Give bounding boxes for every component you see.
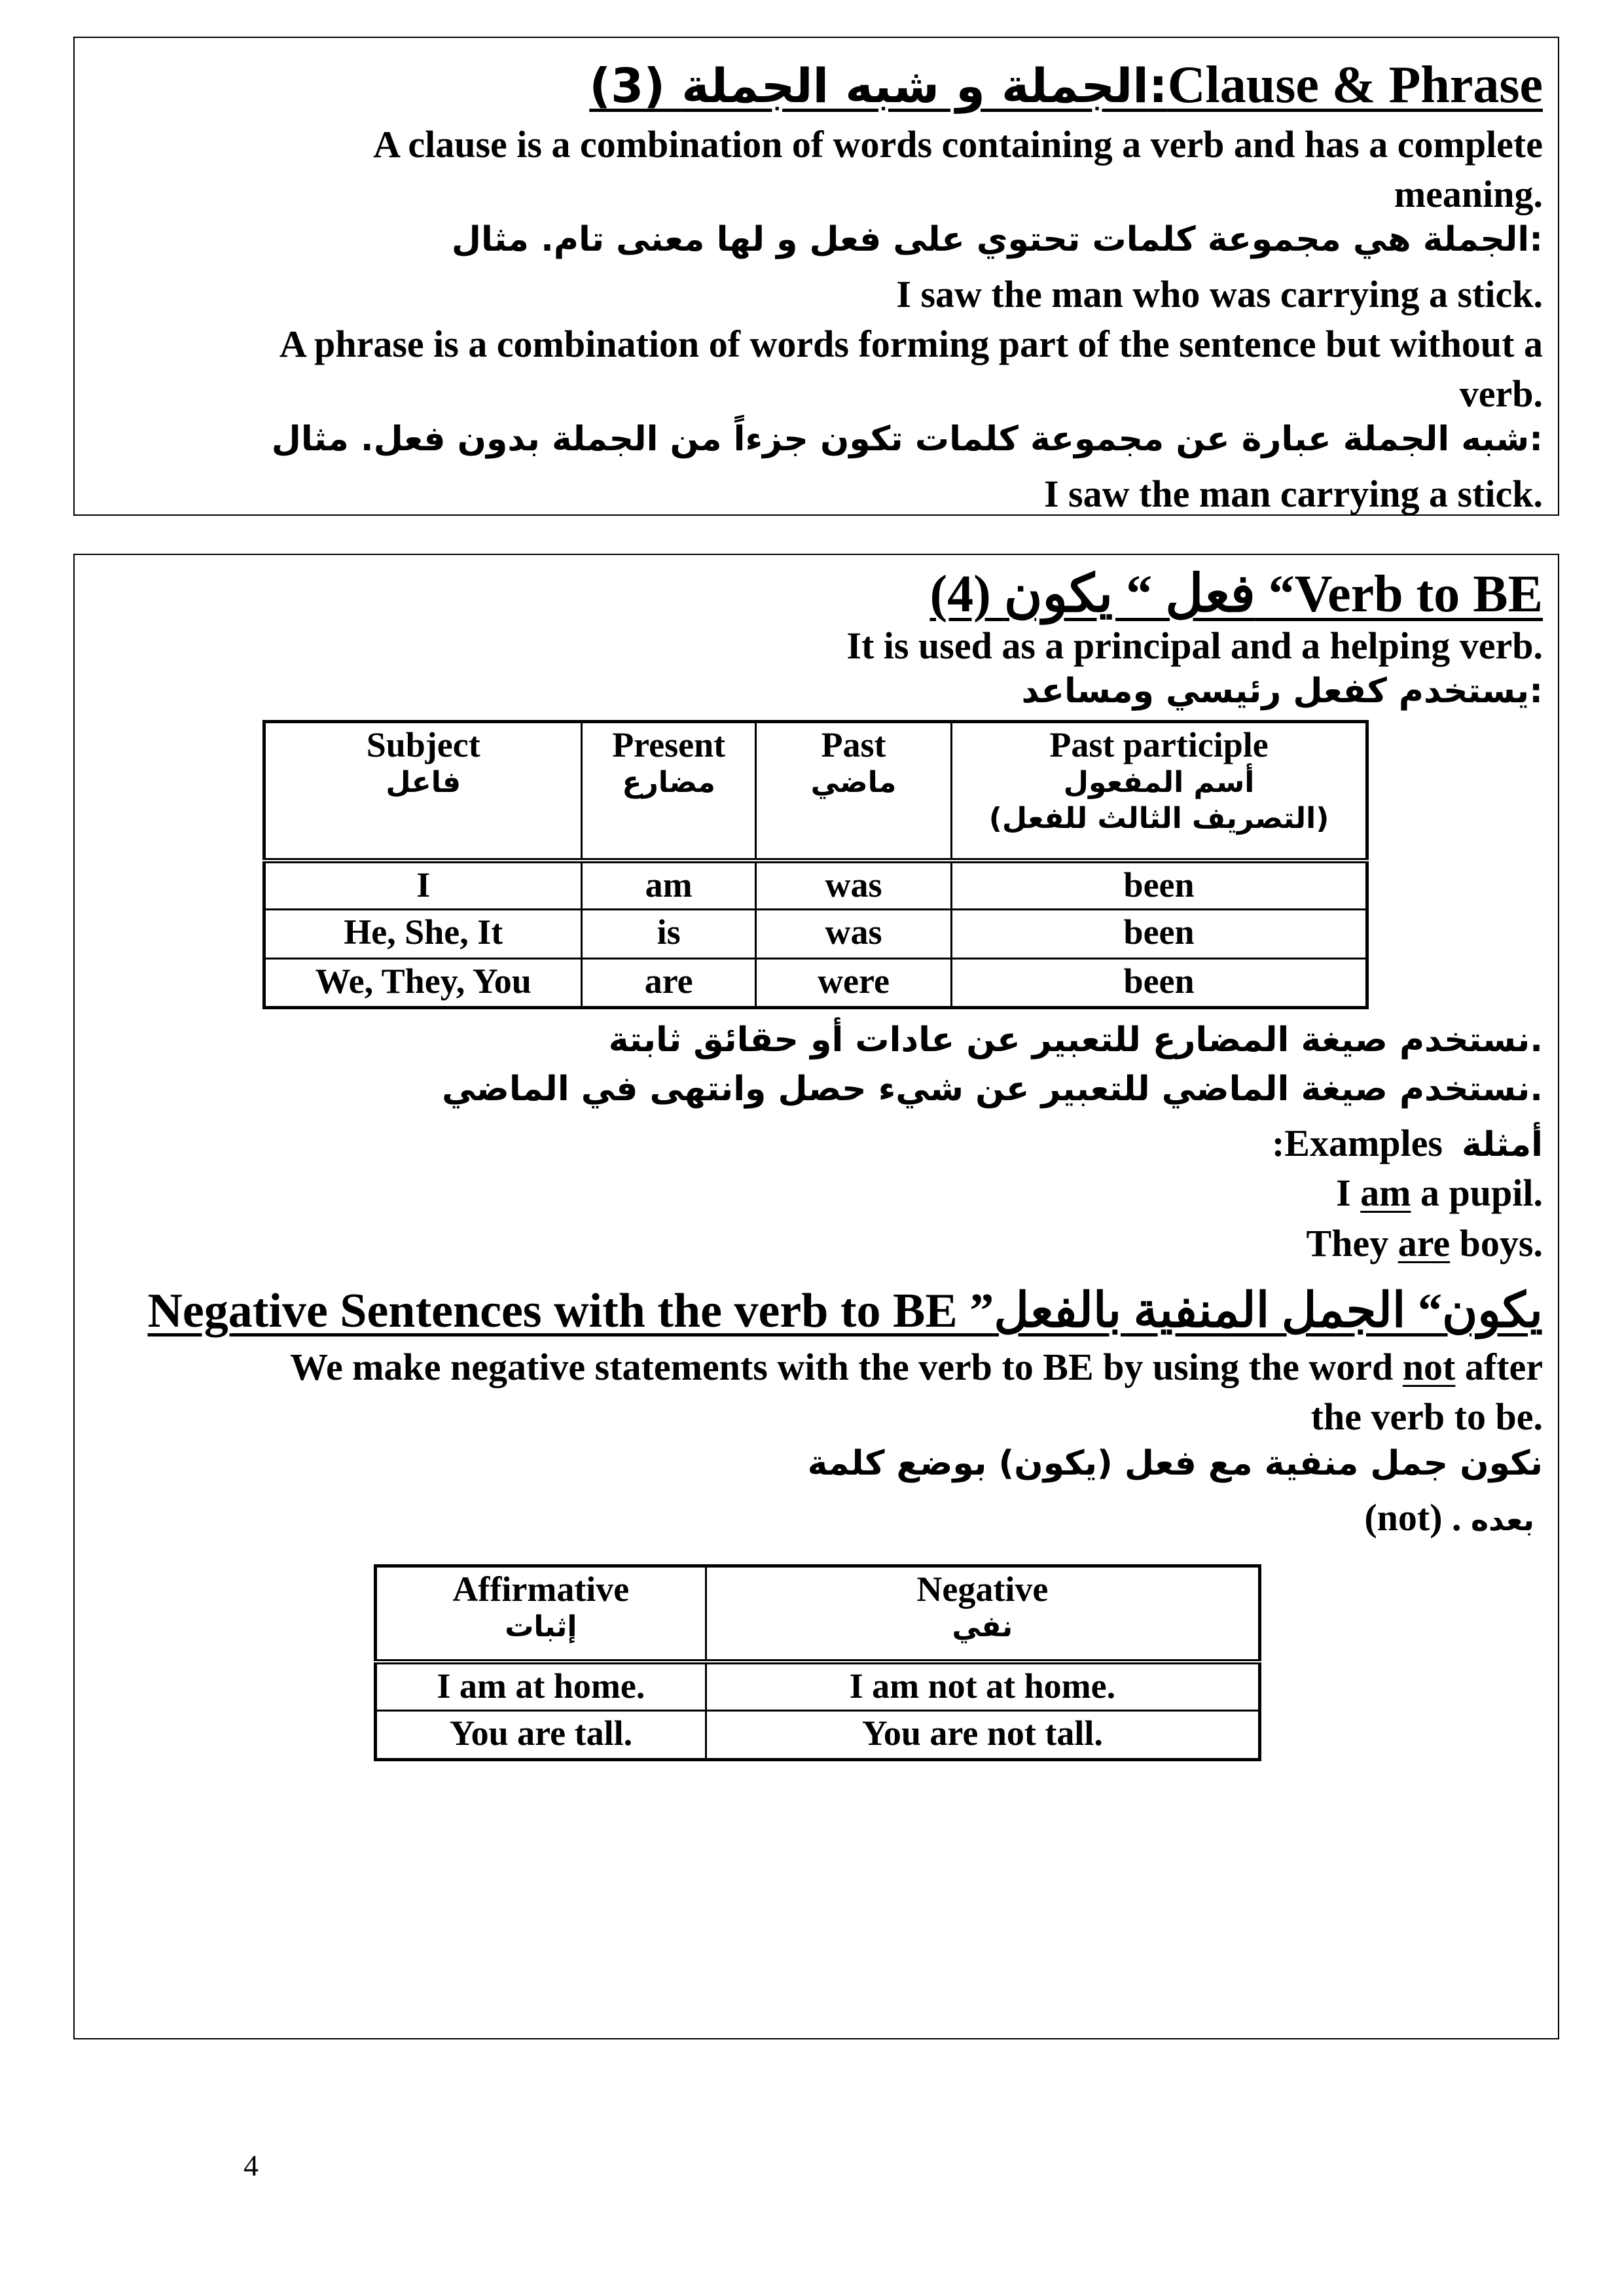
table-row	[264, 861, 1367, 910]
note-past-tense: نستخدم صيغة الماضي للتعبير عن شيء حصل وانتهى في الماضي.	[442, 1069, 1543, 1109]
table-cell: been	[952, 861, 1367, 910]
clause-example: I saw the man who was carrying a stick.	[896, 273, 1543, 315]
negative-def-not: not	[1402, 1346, 1456, 1388]
table-cell: We, They, You	[264, 959, 582, 1008]
phrase-definition-line1: A phrase is a combination of words forming part of the sentence but without a	[279, 323, 1543, 365]
negative-sentences-heading: Negative Sentences with the verb to BE ”يكون“ الجمل المنفية بالفعل	[147, 1284, 1543, 1338]
header-present	[582, 722, 756, 861]
table-cell: He, She, It	[264, 910, 582, 959]
page-number: 4	[244, 2149, 259, 2182]
header-subject-ar: فاعل	[386, 766, 461, 800]
negative-arabic-line2-en: (not) .	[1364, 1496, 1462, 1539]
section3-heading-en: Clause & Phrase	[1167, 56, 1543, 114]
section4-heading: (4) فعل “ يكون “Verb to BE	[929, 565, 1543, 623]
header-affirmative-en: Affirmative	[452, 1570, 630, 1609]
table-cell: I	[264, 861, 582, 910]
header-past-participle-ar2: (التصريف الثالث للفعل)	[988, 802, 1329, 836]
negative-def-c: after	[1455, 1346, 1543, 1388]
table-cell: was	[755, 861, 951, 910]
clause-definition-line1: A clause is a combination of words containing a verb and has a complete	[373, 123, 1543, 166]
table-cell: been	[952, 910, 1367, 959]
header-present-en: Present	[612, 725, 726, 764]
header-subject	[264, 722, 582, 861]
affirmative-negative-table	[374, 1564, 1261, 1761]
note-present-tense: نستخدم صيغة المضارع للتعبير عن عادات أو حقائق ثابتة.	[608, 1020, 1543, 1060]
table-cell: I am not at home.	[706, 1662, 1259, 1711]
phrase-definition-line2: verb.	[1459, 372, 1543, 415]
table-row	[376, 1711, 1260, 1760]
negative-arabic-line2-ar: بعده	[1471, 1502, 1534, 1537]
examples-label-ar: أمثلة	[1461, 1125, 1543, 1164]
example-1-c: a pupil.	[1411, 1172, 1543, 1214]
example-2-verb: are	[1398, 1222, 1451, 1265]
examples-label	[1272, 1124, 1543, 1162]
table-cell: You are not tall.	[706, 1711, 1259, 1760]
header-past-participle-ar: أسم المفعول	[1063, 766, 1255, 800]
header-negative-ar: نفي	[952, 1610, 1013, 1644]
table-cell: am	[582, 861, 756, 910]
clause-definition-line2: meaning.	[1394, 173, 1543, 215]
table-cell: I am at home.	[376, 1662, 706, 1711]
table-row	[264, 910, 1367, 959]
negative-definition-line1	[290, 1348, 1543, 1386]
verb-to-be-table	[262, 720, 1369, 1009]
clause-phrase-box	[73, 37, 1559, 516]
table-cell: are	[582, 959, 756, 1008]
header-past	[755, 722, 951, 861]
header-past-en: Past	[821, 725, 886, 764]
table-row	[264, 959, 1367, 1008]
header-past-participle	[952, 722, 1367, 861]
negative-arabic-line1: نكون جمل منفية مع فعل (يكون) بوضع كلمة	[807, 1444, 1543, 1483]
table-row	[376, 1662, 1260, 1711]
header-past-ar: ماضي	[810, 766, 897, 800]
example-1-a: I	[1336, 1172, 1361, 1214]
usage-english: It is used as a principal and a helping verb.	[846, 624, 1543, 667]
example-1	[1336, 1174, 1543, 1212]
header-affirmative	[376, 1566, 706, 1662]
negative-def-a: We make negative statements with the verb to BE by using the word	[290, 1346, 1403, 1388]
table-cell: You are tall.	[376, 1711, 706, 1760]
table-header-row	[376, 1566, 1260, 1662]
section3-heading	[589, 56, 1543, 114]
header-present-ar: مضارع	[622, 766, 715, 800]
example-2-c: boys.	[1450, 1222, 1543, 1265]
table-cell: was	[755, 910, 951, 959]
header-negative	[706, 1566, 1259, 1662]
table-cell: been	[952, 959, 1367, 1008]
header-affirmative-ar: إثبات	[505, 1610, 577, 1644]
clause-definition-arabic: الجملة هي مجموعة كلمات تحتوي على فعل و لها معنى تام. مثال:	[451, 220, 1543, 259]
table-cell: is	[582, 910, 756, 959]
header-negative-en: Negative	[916, 1570, 1049, 1609]
usage-arabic: يستخدم كفعل رئيسي ومساعد:	[1021, 672, 1543, 711]
table-cell: were	[755, 959, 951, 1008]
verb-to-be-box	[73, 554, 1559, 2039]
negative-definition-line2: the verb to be.	[1310, 1395, 1543, 1438]
examples-label-en: :Examples	[1271, 1122, 1443, 1164]
phrase-example: I saw the man carrying a stick.	[1043, 473, 1543, 515]
header-past-participle-en: Past participle	[1049, 725, 1269, 764]
section3-heading-ar: (3) الجملة و شبه الجملة:	[589, 58, 1168, 113]
example-2-a: They	[1306, 1222, 1398, 1265]
negative-arabic-line2	[1364, 1496, 1534, 1539]
example-1-verb: am	[1360, 1172, 1411, 1214]
example-2	[1306, 1222, 1543, 1265]
phrase-definition-arabic: شبه الجملة عبارة عن مجموعة كلمات تكون جزءاً من الجملة بدون فعل. مثال:	[271, 420, 1543, 459]
table-header-row	[264, 722, 1367, 861]
header-subject-en: Subject	[366, 725, 480, 764]
